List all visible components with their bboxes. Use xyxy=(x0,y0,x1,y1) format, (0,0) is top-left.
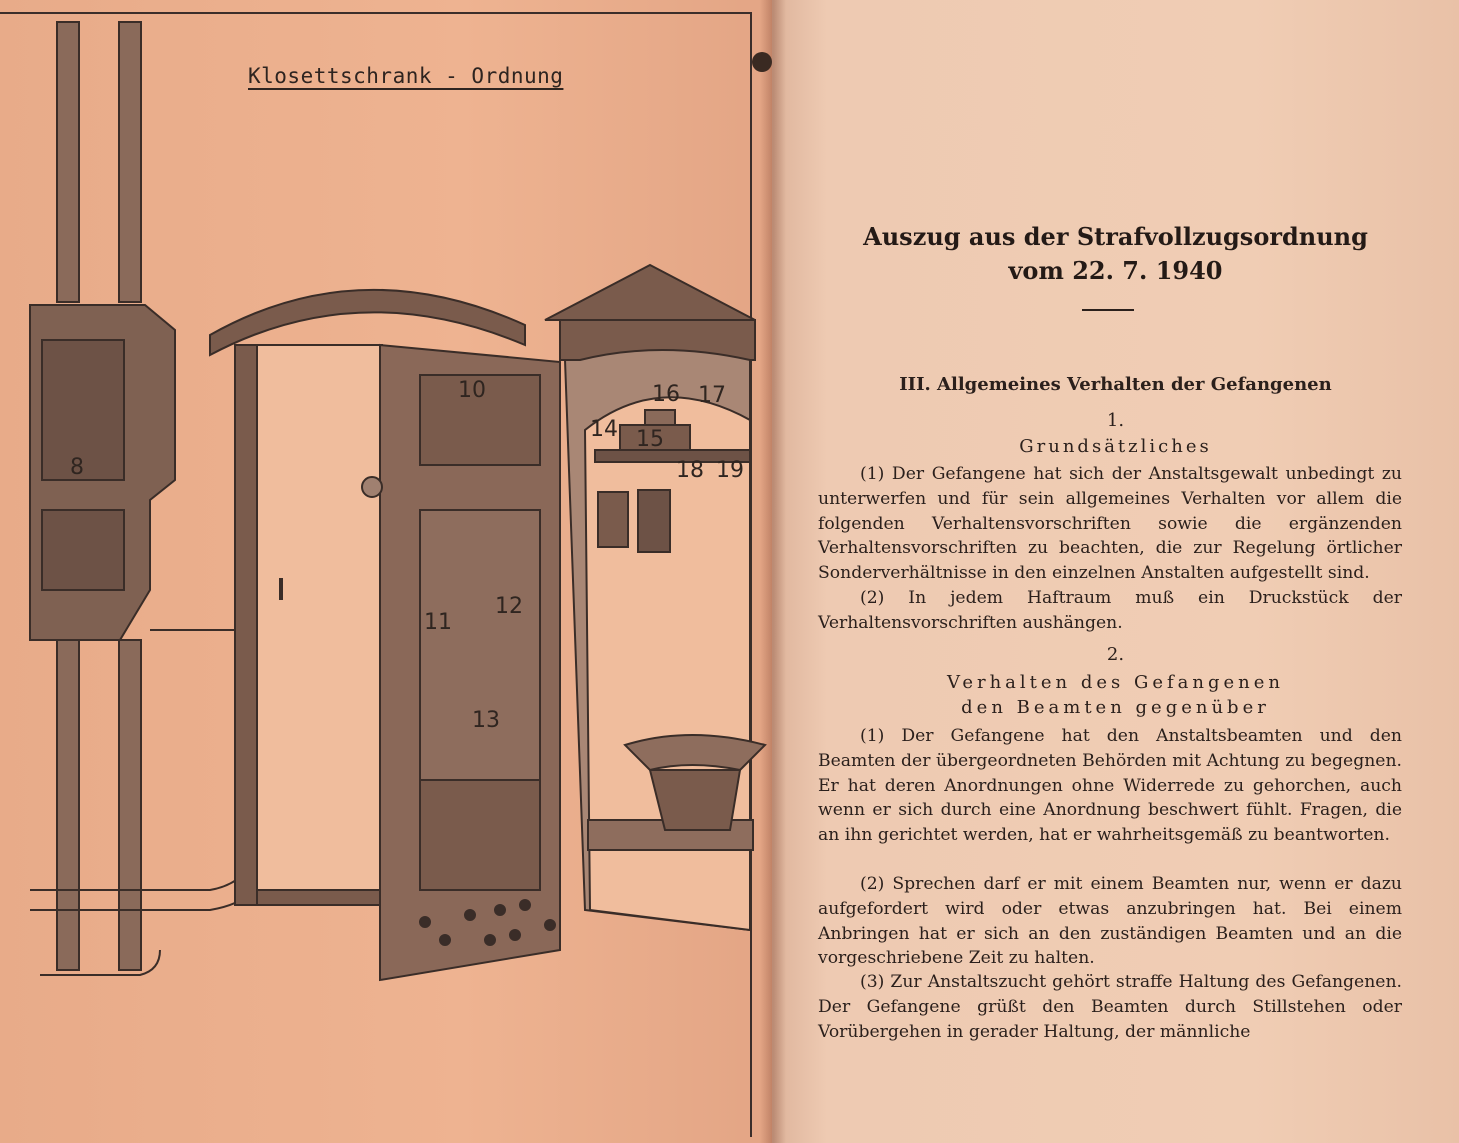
subsection-1-number: 1. xyxy=(1106,410,1125,431)
wall-board xyxy=(638,490,670,552)
subsection-1-heading: Grundsätzliches xyxy=(1019,436,1212,457)
basin-bowl xyxy=(650,770,740,830)
illustration-title: Klosettschrank - Ordnung xyxy=(248,64,564,88)
wall-cabinet-lower-panel xyxy=(42,510,124,590)
label-15: 15 xyxy=(636,427,664,452)
wall-card xyxy=(598,492,628,547)
paragraph-2-1: (1) Der Gefangene hat den Anstaltsbeamten und den Beamten der übergeordneten Behörden mit Achtung zu begegnen. Er hat deren Anordnungen ohne Widerrede zu gehorchen, auch wenn er sich durch eine Anordnung beschwert fühlt. Fragen, die an ihn gerichtet werden, hat er wahrheitsgemäß zu beantworten. xyxy=(818,726,1402,846)
subsection-2-heading-line2: den Beamten gegenüber xyxy=(961,697,1270,718)
paragraph-2-3: (3) Zur Anstaltszucht gehört straffe Haltung des Gefangenen. Der Gefangene grüßt den Beamten durch Stillstehen oder Vorübergehen in gerader Haltung, der männliche xyxy=(818,972,1402,1042)
label-17: 17 xyxy=(698,383,726,408)
wash-basin xyxy=(625,735,765,770)
subsection-2-heading-line1: Verhalten des Gefangenen xyxy=(946,672,1285,693)
door-lower-panel xyxy=(420,780,540,890)
label-8: 8 xyxy=(70,455,84,480)
label-11: 11 xyxy=(424,610,452,635)
door-threshold xyxy=(257,890,382,905)
label-13: 13 xyxy=(472,708,500,733)
label-14: 14 xyxy=(590,417,618,442)
section-heading: III. Allgemeines Verhalten der Gefangenen xyxy=(899,374,1332,395)
document-title: Auszug aus der Strafvollzugsordnung xyxy=(863,222,1368,251)
pipe-right-lower xyxy=(119,640,141,970)
label-12: 12 xyxy=(495,594,523,619)
paragraph-2-2: (2) Sprechen darf er mit einem Beamten nur, wenn er dazu aufgefordert wird oder etwas anzubringen hat. Bei einem Anbringen hat er sich an den zuständigen Beamten und an die vorgeschriebene Zeit zu halten. xyxy=(818,874,1402,969)
door-frame-left xyxy=(235,345,257,905)
title-divider xyxy=(1082,309,1134,311)
pipe-left-upper xyxy=(57,22,79,302)
document-date: vom 22. 7. 1940 xyxy=(1008,256,1223,285)
pipe-right-upper xyxy=(119,22,141,302)
cabinet-roof xyxy=(545,265,755,320)
door-middle-panel xyxy=(420,510,540,780)
label-19: 19 xyxy=(716,458,744,483)
pipe-left-lower xyxy=(57,640,79,970)
paragraph-1-1: (1) Der Gefangene hat sich der Anstaltsgewalt unbedingt zu unterwerfen und für sein allgemeines Verhalten vor allem die folgenden Verhaltensvorschriften sowie die ergänzenden Verhaltensvorschriften zu beachten, die zur Regelung örtlicher Sonderverhältnisse in den einzelnen Anstalten aufgestellt sind. xyxy=(818,464,1402,584)
doorway-opening xyxy=(257,345,382,890)
subsection-2-number: 2. xyxy=(1106,644,1125,665)
paragraph-1-2: (2) In jedem Haftraum muß ein Druckstück der Verhaltensvorschriften aushängen. xyxy=(818,588,1402,633)
label-10: 10 xyxy=(458,378,486,403)
label-18: 18 xyxy=(676,458,704,483)
label-16: 16 xyxy=(652,382,680,407)
